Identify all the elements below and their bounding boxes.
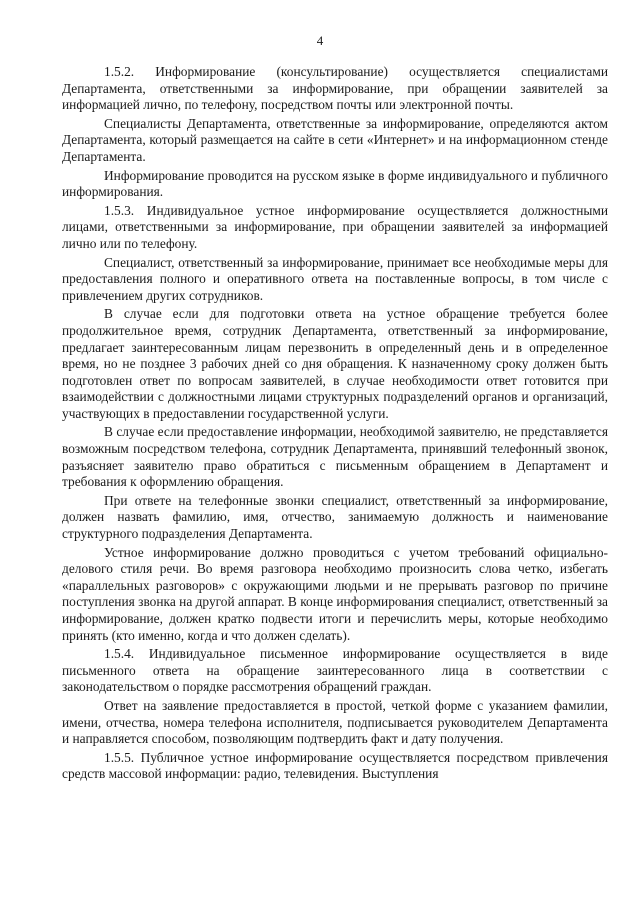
paragraph-1-5-3: 1.5.3. Индивидуальное устное информирование осуществляется должностными лицами, ответственными за информирование, при обращении заявителей за информацией лично или по телефону. bbox=[62, 202, 608, 251]
paragraph-1-5-2: 1.5.2. Информирование (консультирование) осуществляется специалистами Департамента, ответственными за информирование, при обращении заявителей за информацией лично, по телефону, посредством почты или электронной почты. bbox=[62, 64, 608, 113]
page-number: 4 bbox=[316, 33, 324, 48]
paragraph-longer-time: В случае если для подготовки ответа на устное обращение требуется более продолжительное время, сотрудник Департамента, ответственный за информирование, предлагает заинтересованным лицам перезвонить в определенный день и в определенное время, но не позднее 3 рабочих дней со дня обращения. К назначенному сроку должен быть подготовлен ответ по вопросам заявителей, в случае необходимости ответ готовится при взаимодействии с должностными лицами структурных подразделений органов и организаций, участвующих в предоставлении государственной услуги. bbox=[62, 306, 608, 421]
paragraph-written-answer: Ответ на заявление предоставляется в простой, четкой форме с указанием фамилии, имени, отчества, номера телефона исполнителя, подписывается руководителем Департамента и направляется способом, позволяющим подтвердить факт и дату получения. bbox=[62, 697, 608, 747]
paragraph-measures: Специалист, ответственный за информирование, принимает все необходимые меры для предоставления полного и оперативного ответа на поставленные вопросы, в том числе с привлечением других сотрудников. bbox=[62, 254, 608, 303]
document-body bbox=[62, 64, 608, 785]
paragraph-1-5-4: 1.5.4. Индивидуальное письменное информирование осуществляется в виде письменного ответа на обращение заинтересованного лица в соответствии с законодательством о порядке рассмотрения обращений граждан. bbox=[62, 646, 608, 695]
paragraph-specialists: Специалисты Департамента, ответственные за информирование, определяются актом Департамента, который размещается на сайте в сети «Интернет» и на информационном стенде Департамента. bbox=[62, 115, 608, 164]
paragraph-1-5-5: 1.5.5. Публичное устное информирование осуществляется посредством привлечения средств массовой информации: радио, телевидения. Выступления bbox=[62, 749, 608, 782]
paragraph-oral-style: Устное информирование должно проводиться с учетом требований официально-делового стиля речи. Во время разговора необходимо произносить слова четко, избегать «параллельных разговоров» с окружающими людьми и не прерывать разговор по причине поступления звонка на другой аппарат. В конце информирования специалист, ответственный за информирование, должен кратко подвести итоги и перечислить меры, которые необходимо принять (кто именно, когда и что должен сделать). bbox=[62, 544, 608, 643]
paragraph-phone-impossible: В случае если предоставление информации, необходимой заявителю, не представляется возможным посредством телефона, сотрудник Департамента, принявший телефонный звонок, разъясняет заявителю право обратиться с письменным обращением в Департамент и требования к оформлению обращения. bbox=[62, 424, 608, 490]
paragraph-language: Информирование проводится на русском языке в форме индивидуального и публичного информирования. bbox=[62, 167, 608, 200]
paragraph-phone-answer: При ответе на телефонные звонки специалист, ответственный за информирование, должен назвать фамилию, имя, отчество, занимаемую должность и наименование структурного подразделения Департамента. bbox=[62, 492, 608, 542]
